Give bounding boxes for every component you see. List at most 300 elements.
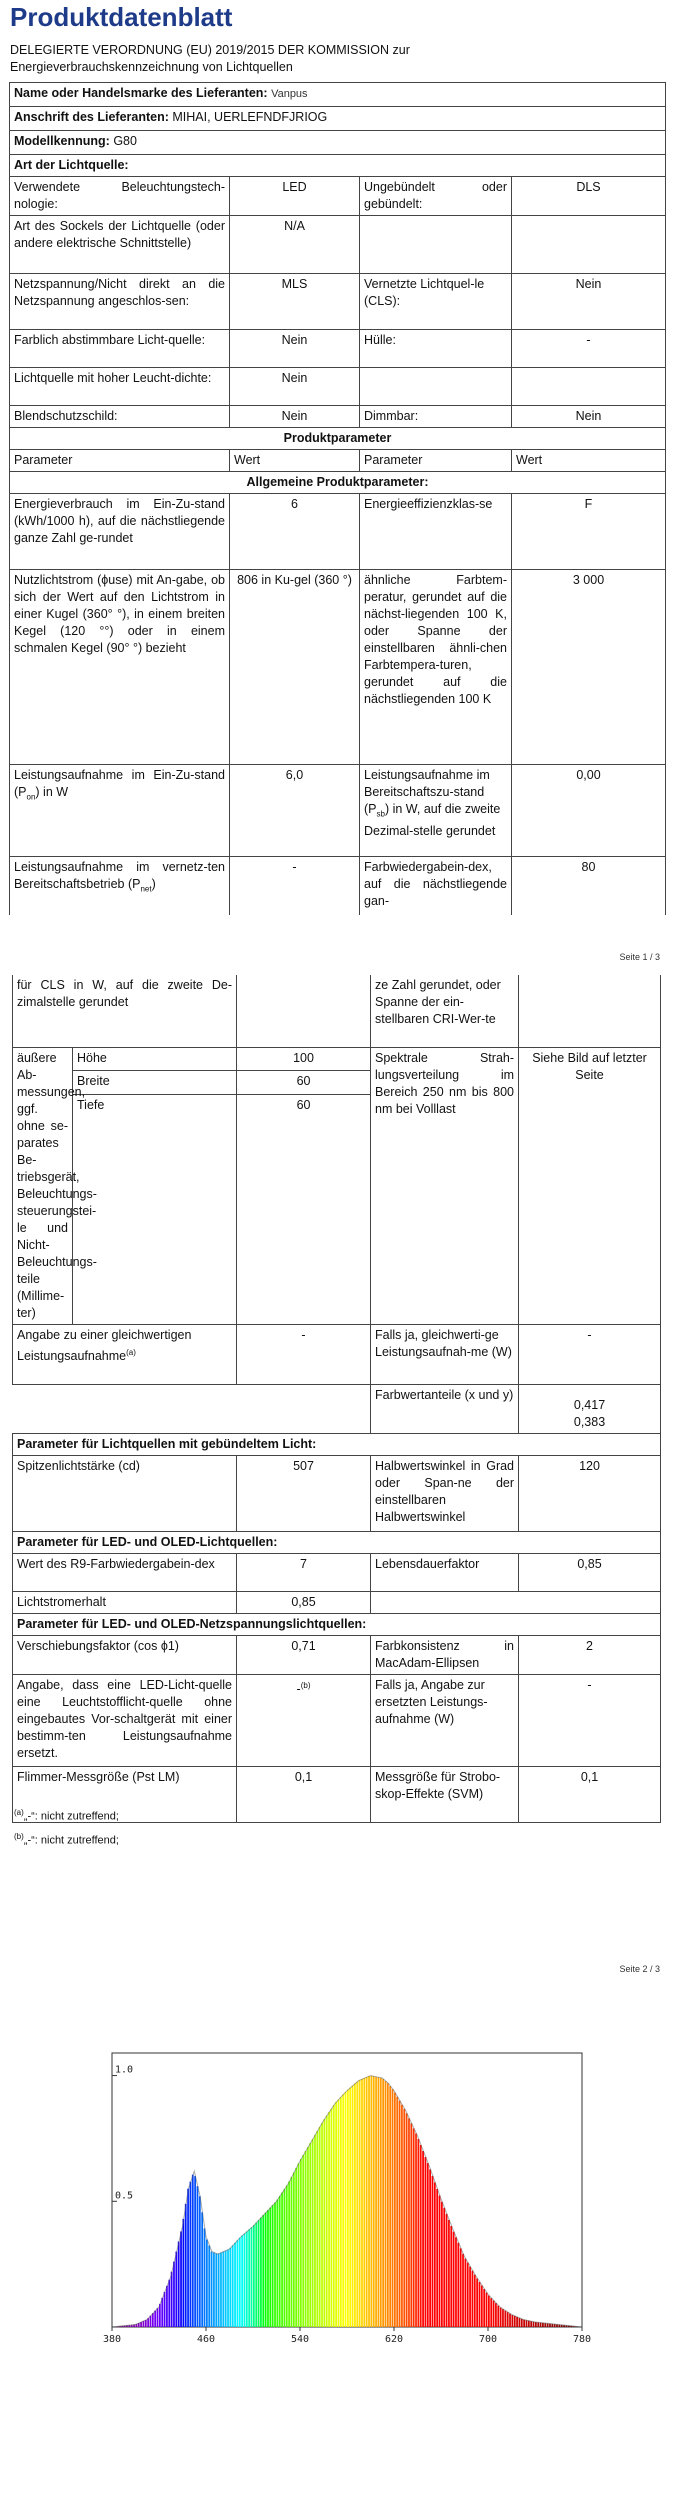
spectrum-bar: [349, 2088, 351, 2327]
cls-label: Vernetzte Lichtquel-le (CLS):: [360, 274, 512, 330]
r9-label: Wert des R9-Farbwiedergabein-dex: [13, 1553, 237, 1591]
spectrum-bar: [500, 2308, 502, 2327]
footnote-b: [14, 1832, 119, 1847]
model-value: G80: [113, 134, 137, 148]
cri-label: Farbwiedergabein-dex, auf die nächstliegende gan-: [360, 857, 512, 915]
spectrum-bar: [371, 2076, 373, 2327]
spectrum-bar: [530, 2321, 532, 2327]
cls-power-continued-label: für CLS in W, auf die zweite De-zimalstelle gerundet: [13, 975, 237, 1047]
stroboscopic-label: Messgröße für Strobo-skop-Effekte (SVM): [371, 1766, 519, 1822]
param-header-2: Parameter: [360, 450, 512, 472]
spectrum-bar: [319, 2127, 321, 2327]
spectrum-bar: [415, 2133, 417, 2327]
spectrum-bar: [523, 2320, 525, 2327]
stroboscopic-value: 0,1: [519, 1766, 661, 1822]
spectrum-bar: [418, 2139, 420, 2327]
spectrum-bar: [427, 2163, 429, 2327]
spectrum-bar: [382, 2079, 384, 2327]
anti-glare-label: Blendschutzschild:: [10, 406, 230, 428]
cri-continued-label: ze Zahl gerundet, oder Spanne der ein-stellbaren CRI-Wer-te: [371, 975, 519, 1047]
spectrum-bar: [253, 2225, 255, 2327]
x-tick-label: 540: [290, 2334, 310, 2345]
high-luminance-value: Nein: [230, 368, 360, 406]
spectrum-bar: [535, 2322, 537, 2327]
spectrum-bar: [171, 2272, 173, 2327]
survival-factor-label: Lebensdauerfaktor: [371, 1553, 519, 1591]
spectral-value: Siehe Bild auf letzter Seite: [519, 1047, 661, 1324]
cls-value: Nein: [512, 274, 666, 330]
spectrum-bar: [363, 2078, 365, 2327]
lumen-maintenance-value: 0,85: [237, 1591, 371, 1613]
spectrum-bar: [145, 2320, 147, 2327]
spectrum-bar: [406, 2113, 408, 2327]
x-tick-label: 700: [478, 2334, 498, 2345]
envelope-value: -: [512, 330, 666, 368]
tunable-label: Farblich abstimmbare Licht-quelle:: [10, 330, 230, 368]
spectrum-bar: [335, 2102, 337, 2327]
spectrum-bar: [269, 2208, 271, 2327]
spectrum-bar: [168, 2280, 170, 2327]
spectrum-bar: [476, 2278, 478, 2327]
energy-class-label: Energieeffizienzklas-se: [360, 494, 512, 570]
spectrum-bar: [446, 2214, 448, 2327]
spectrum-bar: [331, 2109, 333, 2327]
spectrum-bar: [244, 2233, 246, 2327]
spectrum-bar: [288, 2181, 290, 2327]
spectrum-bar: [439, 2196, 441, 2327]
light-type-header: Art der Lichtquelle:: [10, 155, 666, 177]
replacement-power-label: Falls ja, Angabe zur ersetzten Leistungs-aufnahme (W): [371, 1674, 519, 1766]
spectrum-bar: [164, 2292, 166, 2327]
spectrum-bar: [260, 2218, 262, 2327]
depth-value: 60: [237, 1095, 371, 1324]
spectrum-bar: [204, 2228, 206, 2327]
dimmable-label: Dimmbar:: [360, 406, 512, 428]
spectrum-bar: [497, 2306, 499, 2327]
displacement-factor-label: Verschiebungsfaktor (cos ϕ1): [13, 1635, 237, 1674]
general-params-header: Allgemeine Produktparameter:: [10, 472, 666, 494]
spectrum-bar: [239, 2238, 241, 2327]
model-row: [10, 131, 666, 155]
networked-standby-label: [10, 857, 230, 915]
spectrum-bar: [211, 2252, 213, 2327]
spectrum-bar: [152, 2313, 154, 2327]
spectrum-bar: [474, 2275, 476, 2327]
spectrum-bar: [208, 2246, 210, 2327]
standby-power-value: 0,00: [512, 765, 666, 857]
spectrum-bar: [338, 2099, 340, 2327]
spectrum-bar: [298, 2163, 300, 2327]
spectrum-bar: [514, 2316, 516, 2327]
spectrum-bar: [316, 2131, 318, 2327]
directional-value: DLS: [512, 177, 666, 216]
spectrum-bar: [486, 2293, 488, 2327]
spectrum-bar: [265, 2213, 267, 2327]
flicker-label: Flimmer-Messgröße (Pst LM): [13, 1766, 237, 1822]
spectrum-bar: [328, 2112, 330, 2327]
y-tick-label: 1.0: [115, 2064, 134, 2076]
spectrum-bar: [215, 2254, 217, 2327]
spectrum-bar: [312, 2139, 314, 2327]
spectrum-bar: [246, 2231, 248, 2327]
on-mode-power-text-end: ) in W: [35, 785, 69, 799]
depth-label: Tiefe: [73, 1095, 237, 1324]
x-tick-label: 460: [196, 2334, 216, 2345]
spectrum-bar: [187, 2189, 189, 2327]
spectrum-bar: [178, 2242, 180, 2327]
supplier-name-row: [10, 83, 666, 107]
spectrum-bar: [420, 2145, 422, 2327]
spectrum-bar: [467, 2263, 469, 2327]
spectrum-bar: [309, 2143, 311, 2327]
on-mode-power-sub: on: [26, 792, 36, 802]
dimmable-value: Nein: [512, 406, 666, 428]
page-title: Produktdatenblatt: [10, 2, 233, 32]
regulation-text: DELEGIERTE VERORDNUNG (EU) 2019/2015 DER KOMMISSION zur Energieverbrauchskennzeichnung von Lichtquellen: [10, 43, 410, 74]
height-label: Höhe: [73, 1047, 237, 1071]
x-tick-label: 780: [572, 2334, 592, 2345]
empty-cell-3: [519, 1591, 661, 1613]
tunable-value: Nein: [230, 330, 360, 368]
spectrum-bar: [490, 2298, 492, 2327]
dimensions-label: äußere Ab-messungen, ggf. ohne se-parates Be-triebsgerät, Beleuchtungs-steuerungstei-le und Nicht-Beleuchtungs-teile (Millime-ter): [13, 1047, 73, 1324]
replacement-claim-text: -: [296, 1681, 301, 1696]
spectrum-bar: [340, 2097, 342, 2327]
standby-power-text: Leistungsaufnahme im Bereitschaftszu-stand (P: [364, 768, 490, 816]
flicker-value: 0,1: [237, 1766, 371, 1822]
displacement-factor-value: 0,71: [237, 1635, 371, 1674]
spectrum-bar: [537, 2322, 539, 2327]
spectrum-bar: [373, 2076, 375, 2327]
spectrum-bar: [234, 2243, 236, 2327]
spectrum-svg: [92, 2035, 602, 2350]
spectrum-bar: [277, 2200, 279, 2327]
spectrum-bar: [206, 2240, 208, 2327]
page-number-1: Seite 1 / 3: [619, 952, 660, 962]
spectrum-bar: [434, 2182, 436, 2327]
cri-value: 80: [512, 857, 666, 915]
spectrum-bar: [472, 2271, 474, 2327]
spectrum-bar: [408, 2118, 410, 2327]
beam-angle-value: 120: [519, 1455, 661, 1531]
supplier-name-value: Vanpus: [271, 88, 308, 100]
spectrum-bar: [512, 2315, 514, 2327]
spectrum-bar: [495, 2303, 497, 2327]
cap-type-value: N/A: [230, 216, 360, 274]
spectrum-bar: [502, 2309, 504, 2327]
spectrum-bar: [190, 2182, 192, 2327]
beam-angle-label: Halbwertswinkel in Grad oder Span-ne der einstellbaren Halbwertswinkel: [371, 1455, 519, 1531]
spectrum-bar: [281, 2192, 283, 2327]
spectrum-bar: [380, 2078, 382, 2327]
spectrum-bar: [293, 2172, 295, 2327]
replacement-claim-sup: (b): [300, 1680, 311, 1690]
on-mode-power-text: Leistungsaufnahme im Ein-Zu-stand (P: [14, 768, 225, 799]
spectrum-bar: [509, 2314, 511, 2327]
value-header: Wert: [230, 450, 360, 472]
spectrum-bar: [432, 2176, 434, 2327]
spectrum-bar: [533, 2322, 535, 2327]
spectrum-bar: [347, 2090, 349, 2327]
networked-standby-value: -: [230, 857, 360, 915]
spectrum-bar: [279, 2196, 281, 2327]
spectrum-bar: [326, 2116, 328, 2327]
mains-value: MLS: [230, 274, 360, 330]
spectrum-chart: [92, 2035, 602, 2350]
spectrum-bar: [483, 2289, 485, 2327]
spectrum-bar: [401, 2105, 403, 2327]
spectrum-bar: [201, 2212, 203, 2327]
spectrum-bar: [448, 2220, 450, 2327]
spectrum-bar: [199, 2196, 201, 2327]
spectrum-bar: [225, 2251, 227, 2327]
param-header: Parameter: [10, 450, 230, 472]
spectrum-bar: [227, 2250, 229, 2327]
spectrum-bar: [154, 2311, 156, 2327]
spectrum-bar: [267, 2210, 269, 2327]
mains-label: Netzspannung/Nicht direkt an die Netzspannung angeschlos-sen:: [10, 274, 230, 330]
spectrum-bar: [455, 2237, 457, 2327]
spectrum-bar: [441, 2202, 443, 2327]
spectrum-bar: [453, 2232, 455, 2327]
spectrum-bar: [425, 2157, 427, 2327]
luminous-flux-value: 806 in Ku-gel (360 °): [230, 570, 360, 765]
cls-power-continued-value: [237, 975, 371, 1047]
standby-power-label: [360, 765, 512, 857]
survival-factor-value: 0,85: [519, 1553, 661, 1591]
spectrum-bar: [403, 2109, 405, 2327]
spectrum-bar: [481, 2286, 483, 2327]
footnote-a: [14, 1808, 119, 1823]
spectrum-bar: [218, 2254, 220, 2327]
spectrum-bar: [465, 2259, 467, 2327]
spectrum-bar: [378, 2077, 380, 2327]
spectrum-bar: [255, 2223, 257, 2327]
spectrum-bar: [230, 2248, 232, 2327]
spectrum-bar: [460, 2248, 462, 2327]
energy-consumption-value: 6: [230, 494, 360, 570]
spectrum-bar: [366, 2077, 368, 2327]
cri-continued-value: [519, 975, 661, 1047]
spectrum-bar: [387, 2083, 389, 2327]
x-tick-label: 620: [384, 2334, 404, 2345]
spectrum-bar: [385, 2081, 387, 2327]
luminous-flux-label: Nutzlichtstrom (ϕuse) mit An-gabe, ob sich der Wert auf den Lichtstrom in einer Kugel (360° °), in einem breiten Kegel (120 °°) oder in einem schmalen Kegel (90° °) bezieht: [10, 570, 230, 765]
footnote-b-text: „-“: nicht zutreffend;: [23, 1834, 119, 1847]
spectrum-bar: [361, 2079, 363, 2327]
led-params-header: Parameter für LED- und OLED-Lichtquellen:: [13, 1531, 661, 1553]
spectrum-bar: [222, 2252, 224, 2327]
spectrum-bar: [422, 2151, 424, 2327]
spectrum-bar: [258, 2220, 260, 2327]
peak-intensity-value: 507: [237, 1455, 371, 1531]
spectrum-bar: [192, 2175, 194, 2327]
chromaticity-label: Farbwertanteile (x und y): [371, 1384, 519, 1433]
spectrum-bar: [359, 2080, 361, 2327]
empty-cell: [13, 1384, 371, 1433]
spectrum-bar: [251, 2227, 253, 2327]
spectrum-bar: [356, 2082, 358, 2327]
spectrum-bar: [307, 2147, 309, 2327]
replacement-power-value: -: [519, 1674, 661, 1766]
params-table-continued: [12, 975, 661, 1823]
spectrum-bar: [183, 2219, 185, 2327]
info-table: [9, 82, 666, 915]
mains-params-header: Parameter für LED- und OLED-Netzspannungslichtquellen:: [13, 1613, 661, 1635]
product-params-header: Produktparameter: [10, 428, 666, 450]
spectrum-bar: [300, 2159, 302, 2327]
spectrum-bar: [291, 2177, 293, 2327]
chromaticity-y: 0,383: [573, 1414, 606, 1429]
on-mode-power-label: [10, 765, 230, 857]
directional-params-header: Parameter für Lichtquellen mit gebündeltem Licht:: [13, 1433, 661, 1455]
value-header-2: Wert: [512, 450, 666, 472]
spectrum-bar: [321, 2123, 323, 2327]
replacement-claim-value: [237, 1674, 371, 1766]
spectrum-bar: [197, 2186, 199, 2327]
spectrum-bar: [544, 2323, 546, 2327]
spectrum-bar: [286, 2185, 288, 2327]
spectrum-bar: [342, 2094, 344, 2327]
networked-standby-sub: net: [140, 884, 152, 894]
footnote-a-mark: (a): [14, 1808, 24, 1817]
spectral-label: Spektrale Strah-lungsverteilung im Bereich 250 nm bis 800 nm bei Volllast: [371, 1047, 519, 1324]
model-label: Modellkennung:: [14, 134, 110, 148]
spectrum-bar: [274, 2203, 276, 2327]
spectrum-bar: [284, 2189, 286, 2327]
spectrum-bar: [443, 2208, 445, 2327]
spectrum-bar: [375, 2077, 377, 2327]
directional-label: Ungebündelt oder gebündelt:: [360, 177, 512, 216]
spectrum-bar: [547, 2323, 549, 2327]
spectrum-bar: [248, 2229, 250, 2327]
spectrum-bar: [194, 2176, 196, 2327]
spectrum-bar: [542, 2323, 544, 2327]
energy-class-value: F: [512, 494, 666, 570]
spectrum-bar: [413, 2128, 415, 2327]
spectrum-bar: [526, 2320, 528, 2327]
spectrum-bar: [272, 2205, 274, 2327]
spectrum-bar: [354, 2084, 356, 2327]
r9-value: 7: [237, 1553, 371, 1591]
replacement-claim-label: Angabe, dass eine LED-Licht-quelle eine Leuchtstofflicht-quelle ohne eingebautes Vor-schaltgerät mit einer bestimm-ten Leistungsaufnahme ersetzt.: [13, 1674, 237, 1766]
spectrum-bar: [220, 2253, 222, 2327]
spectrum-bar: [469, 2267, 471, 2327]
spectrum-bar: [213, 2253, 215, 2327]
energy-consumption-label: Energieverbrauch im Ein-Zu-stand (kWh/1000 h), auf die nächstliegende ganze Zahl ge-rundet: [10, 494, 230, 570]
spectrum-bar: [185, 2204, 187, 2327]
spectrum-bar: [462, 2254, 464, 2327]
supplier-name-label: Name oder Handelsmarke des Lieferanten:: [14, 86, 268, 100]
spectrum-bar: [368, 2076, 370, 2327]
spectrum-bar: [394, 2093, 396, 2327]
spectrum-bar: [314, 2135, 316, 2327]
height-value: 100: [237, 1047, 371, 1071]
spectrum-bar: [161, 2298, 163, 2327]
x-tick-label: 380: [102, 2334, 122, 2345]
supplier-address-row: [10, 107, 666, 131]
standby-power-sub: sb: [376, 809, 385, 819]
spectrum-bar: [450, 2226, 452, 2327]
colour-consistency-label: Farbkonsistenz in MacAdam-Ellipsen: [371, 1635, 519, 1674]
spectrum-bar: [173, 2262, 175, 2327]
networked-standby-text-end: ): [151, 877, 156, 891]
spectrum-bar: [352, 2086, 354, 2327]
spectrum-bar: [488, 2296, 490, 2327]
spectrum-bar: [528, 2321, 530, 2327]
equivalent-power-label-2: Falls ja, gleichwerti-ge Leistungsaufnah-me (W): [371, 1324, 519, 1384]
spectrum-bar: [157, 2308, 159, 2327]
spectrum-bar: [166, 2286, 168, 2327]
colour-consistency-value: 2: [519, 1635, 661, 1674]
empty-cell-2: [371, 1591, 519, 1613]
chromaticity-x: 0,417: [573, 1397, 606, 1412]
width-label: Breite: [73, 1071, 237, 1095]
spectrum-bar: [519, 2318, 521, 2327]
envelope-label: Hülle:: [360, 330, 512, 368]
spectrum-bar: [540, 2323, 542, 2327]
chromaticity-values: [519, 1384, 661, 1433]
spectrum-bar: [389, 2086, 391, 2327]
cct-label: ähnliche Farbtem-peratur, gerundet auf die nächst-liegenden 100 K, oder Spanne der einstellbaren ähnli-chen Farbtempera-turen, gerundet auf die nächstliegenden 100 K: [360, 570, 512, 765]
spectrum-bar: [396, 2097, 398, 2327]
spectrum-bar: [392, 2089, 394, 2327]
networked-standby-text: Leistungsaufnahme im vernetz-ten Bereitschaftsbetrieb (P: [14, 860, 225, 891]
lumen-maintenance-label: Lichtstromerhalt: [13, 1591, 237, 1613]
spectrum-bar: [521, 2319, 523, 2327]
peak-intensity-label: Spitzenlichtstärke (cd): [13, 1455, 237, 1531]
spectrum-bar: [232, 2245, 234, 2327]
spectrum-bar: [237, 2240, 239, 2327]
spectrum-bar: [180, 2231, 182, 2327]
tech-value: LED: [230, 177, 360, 216]
spectrum-bar: [262, 2215, 264, 2327]
y-tick-label: 0.5: [115, 2190, 134, 2202]
equivalent-power-sup: (a): [126, 1347, 136, 1357]
cct-value: 3 000: [512, 570, 666, 765]
spectrum-bar: [493, 2301, 495, 2327]
equivalent-power-label: [13, 1324, 237, 1384]
spectrum-bar: [507, 2312, 509, 2327]
page-number-2: Seite 2 / 3: [619, 1964, 660, 1974]
spectrum-bar: [516, 2317, 518, 2327]
spectrum-bar: [457, 2243, 459, 2327]
cap-type-label: Art des Sockels der Lichtquelle (oder andere elektrische Schnittstelle): [10, 216, 230, 274]
footnote-b-mark: (b): [14, 1832, 24, 1841]
anti-glare-value: Nein: [230, 406, 360, 428]
on-mode-power-value: 6,0: [230, 765, 360, 857]
spectrum-bar: [302, 2155, 304, 2327]
high-luminance-label: Lichtquelle mit hoher Leucht-dichte:: [10, 368, 230, 406]
spectrum-bar: [241, 2235, 243, 2327]
spectrum-bar: [399, 2101, 401, 2327]
spectrum-bar: [345, 2092, 347, 2327]
spectrum-bar: [436, 2189, 438, 2327]
spectrum-bar: [305, 2151, 307, 2327]
width-value: 60: [237, 1071, 371, 1095]
spectrum-bar: [324, 2119, 326, 2327]
spectrum-bar: [333, 2105, 335, 2327]
standby-power-text-end: ) in W, auf die zweite Dezimal-stelle gerundet: [364, 802, 501, 838]
spectrum-bar: [429, 2169, 431, 2327]
spectrum-bar: [295, 2168, 297, 2327]
spectrum-bar: [175, 2252, 177, 2327]
equivalent-power-value: -: [237, 1324, 371, 1384]
spectrum-bar: [410, 2123, 412, 2327]
footnote-a-text: „-“: nicht zutreffend;: [23, 1810, 119, 1823]
supplier-address-label: Anschrift des Lieferanten:: [14, 110, 169, 124]
supplier-address-value: MIHAI, UERLEFNDFJRIOG: [172, 110, 328, 124]
